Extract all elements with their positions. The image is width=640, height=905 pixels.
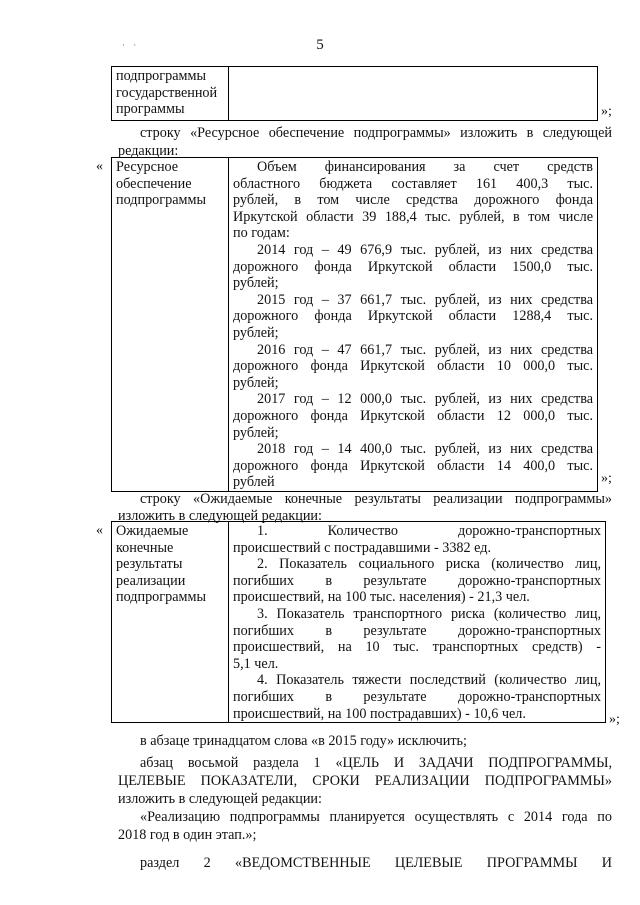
- text-line: дорожного фонда Иркутской области 1500,0 тыс.: [233, 258, 593, 275]
- opening-quote: «: [96, 523, 103, 538]
- paragraph-quote: «Реализацию подпрограммы планируется осуществлять с 2014 года по: [140, 809, 612, 825]
- text-line: происшествий, на 10 тыс. транспортных средств) -: [233, 639, 601, 656]
- text-line: дорожного фонда Иркутской области 1288,4 тыс.: [233, 308, 593, 325]
- text-line: по годам:: [233, 225, 290, 242]
- label-line: подпрограммы: [116, 68, 206, 84]
- resource-table-text: [229, 158, 598, 492]
- text-line: происшествий, на 100 пострадавших) - 10,6 чел.: [233, 705, 526, 722]
- text-line: Иркутской области 39 188,4 тыс. рублей, в том числе: [233, 208, 593, 225]
- header-marks: · ·: [122, 40, 140, 50]
- text-line: дорожного фонда Иркутской области 10 000,0 тыс.: [233, 358, 593, 375]
- text-line: погибших в результате дорожно-транспортных: [233, 622, 601, 639]
- paragraph-abzac-13: в абзаце тринадцатом слова «в 2015 году» исключить;: [140, 733, 467, 749]
- text-line: 2014 год – 49 676,9 тыс. рублей, из них средства: [257, 241, 593, 258]
- paragraph-resource-intro-cont: редакции:: [118, 143, 179, 159]
- text-line: 2016 год – 47 661,7 тыс. рублей, из них средства: [257, 341, 593, 358]
- text-line: Объем финансирования за счет средств: [257, 159, 593, 175]
- text-line: 2. Показатель социального риска (количество лиц,: [257, 556, 601, 573]
- text-line: 3. Показатель транспортного риска (количество лиц,: [257, 605, 601, 622]
- text-line: дорожного фонда Иркутской области 12 000,0 тыс.: [233, 407, 593, 424]
- resource-table-label: [112, 158, 229, 492]
- text-line: областного бюджета составляет 161 400,3 тыс.: [233, 175, 593, 192]
- text-line: рублей;: [233, 324, 279, 341]
- text-line: рублей;: [233, 275, 279, 292]
- text-line: рублей;: [233, 374, 279, 391]
- closing-quote: »;: [601, 104, 612, 119]
- text-line: дорожного фонда Иркутской области 14 400,0 тыс.: [233, 457, 593, 474]
- paragraph-abzac-8-cont: ЦЕЛЕВЫЕ ПОКАЗАТЕЛИ, СРОКИ РЕАЛИЗАЦИИ ПОДПРОГРАММЫ»: [118, 773, 612, 789]
- page-number: 5: [316, 37, 324, 53]
- text-line: рублей;: [233, 424, 279, 441]
- label-line: конечные: [116, 539, 174, 556]
- paragraph-results-intro: строку «Ожидаемые конечные результаты реализации подпрограммы»: [140, 491, 612, 507]
- resource-table: [111, 157, 598, 492]
- results-table-text: [229, 522, 606, 723]
- top-table: [111, 66, 598, 121]
- label-line: подпрограммы: [116, 589, 206, 606]
- text-line: 5,1 чел.: [233, 655, 279, 672]
- label-line: Ожидаемые: [116, 523, 189, 539]
- paragraph-abzac-8: абзац восьмой раздела 1 «ЦЕЛЬ И ЗАДАЧИ ПОДПРОГРАММЫ,: [140, 755, 612, 771]
- paragraph-resource-intro: строку «Ресурсное обеспечение подпрограммы» изложить в следующей: [140, 125, 612, 141]
- text-line: погибших в результате дорожно-транспортных: [233, 572, 601, 589]
- label-line: реализации: [116, 572, 186, 589]
- closing-quote: »;: [601, 471, 612, 486]
- text-line: 2018 год – 14 400,0 тыс. рублей, из них средства: [257, 441, 593, 458]
- text-line: 1. Количество дорожно-транспортных: [257, 523, 601, 539]
- paragraph-abzac-8-end: изложить в следующей редакции:: [118, 791, 322, 807]
- label-line: программы: [116, 101, 185, 118]
- text-line: происшествий с пострадавшими - 3382 ед.: [233, 539, 492, 556]
- paragraph-results-intro-cont: изложить в следующей редакции:: [118, 508, 322, 524]
- paragraph-quote-end: 2018 год в один этап.»;: [118, 827, 257, 843]
- text-line: рублей, в том числе средства дорожного фонда: [233, 192, 593, 209]
- text-line: погибших в результате дорожно-транспортных: [233, 688, 601, 705]
- top-table-value: [229, 67, 598, 121]
- text-line: рублей: [233, 474, 275, 491]
- label-line: результаты: [116, 556, 183, 573]
- text-line: 2015 год – 37 661,7 тыс. рублей, из них средства: [257, 291, 593, 308]
- label-line: обеспечение: [116, 175, 192, 192]
- results-table-label: [112, 522, 229, 723]
- opening-quote: «: [96, 159, 103, 174]
- results-table: [111, 521, 606, 723]
- paragraph-razdel-2: раздел 2 «ВЕДОМСТВЕННЫЕ ЦЕЛЕВЫЕ ПРОГРАММЫ И: [140, 855, 612, 871]
- label-line: подпрограммы: [116, 192, 206, 209]
- closing-quote: »;: [609, 712, 620, 727]
- text-line: 2017 год – 12 000,0 тыс. рублей, из них средства: [257, 391, 593, 408]
- label-line: Ресурсное: [116, 159, 179, 175]
- label-line: государственной: [116, 84, 218, 101]
- text-line: 4. Показатель тяжести последствий (количество лиц,: [257, 672, 601, 689]
- text-line: происшествий, на 100 тыс. населения) - 21,3 чел.: [233, 589, 530, 606]
- top-table-label: [112, 67, 229, 121]
